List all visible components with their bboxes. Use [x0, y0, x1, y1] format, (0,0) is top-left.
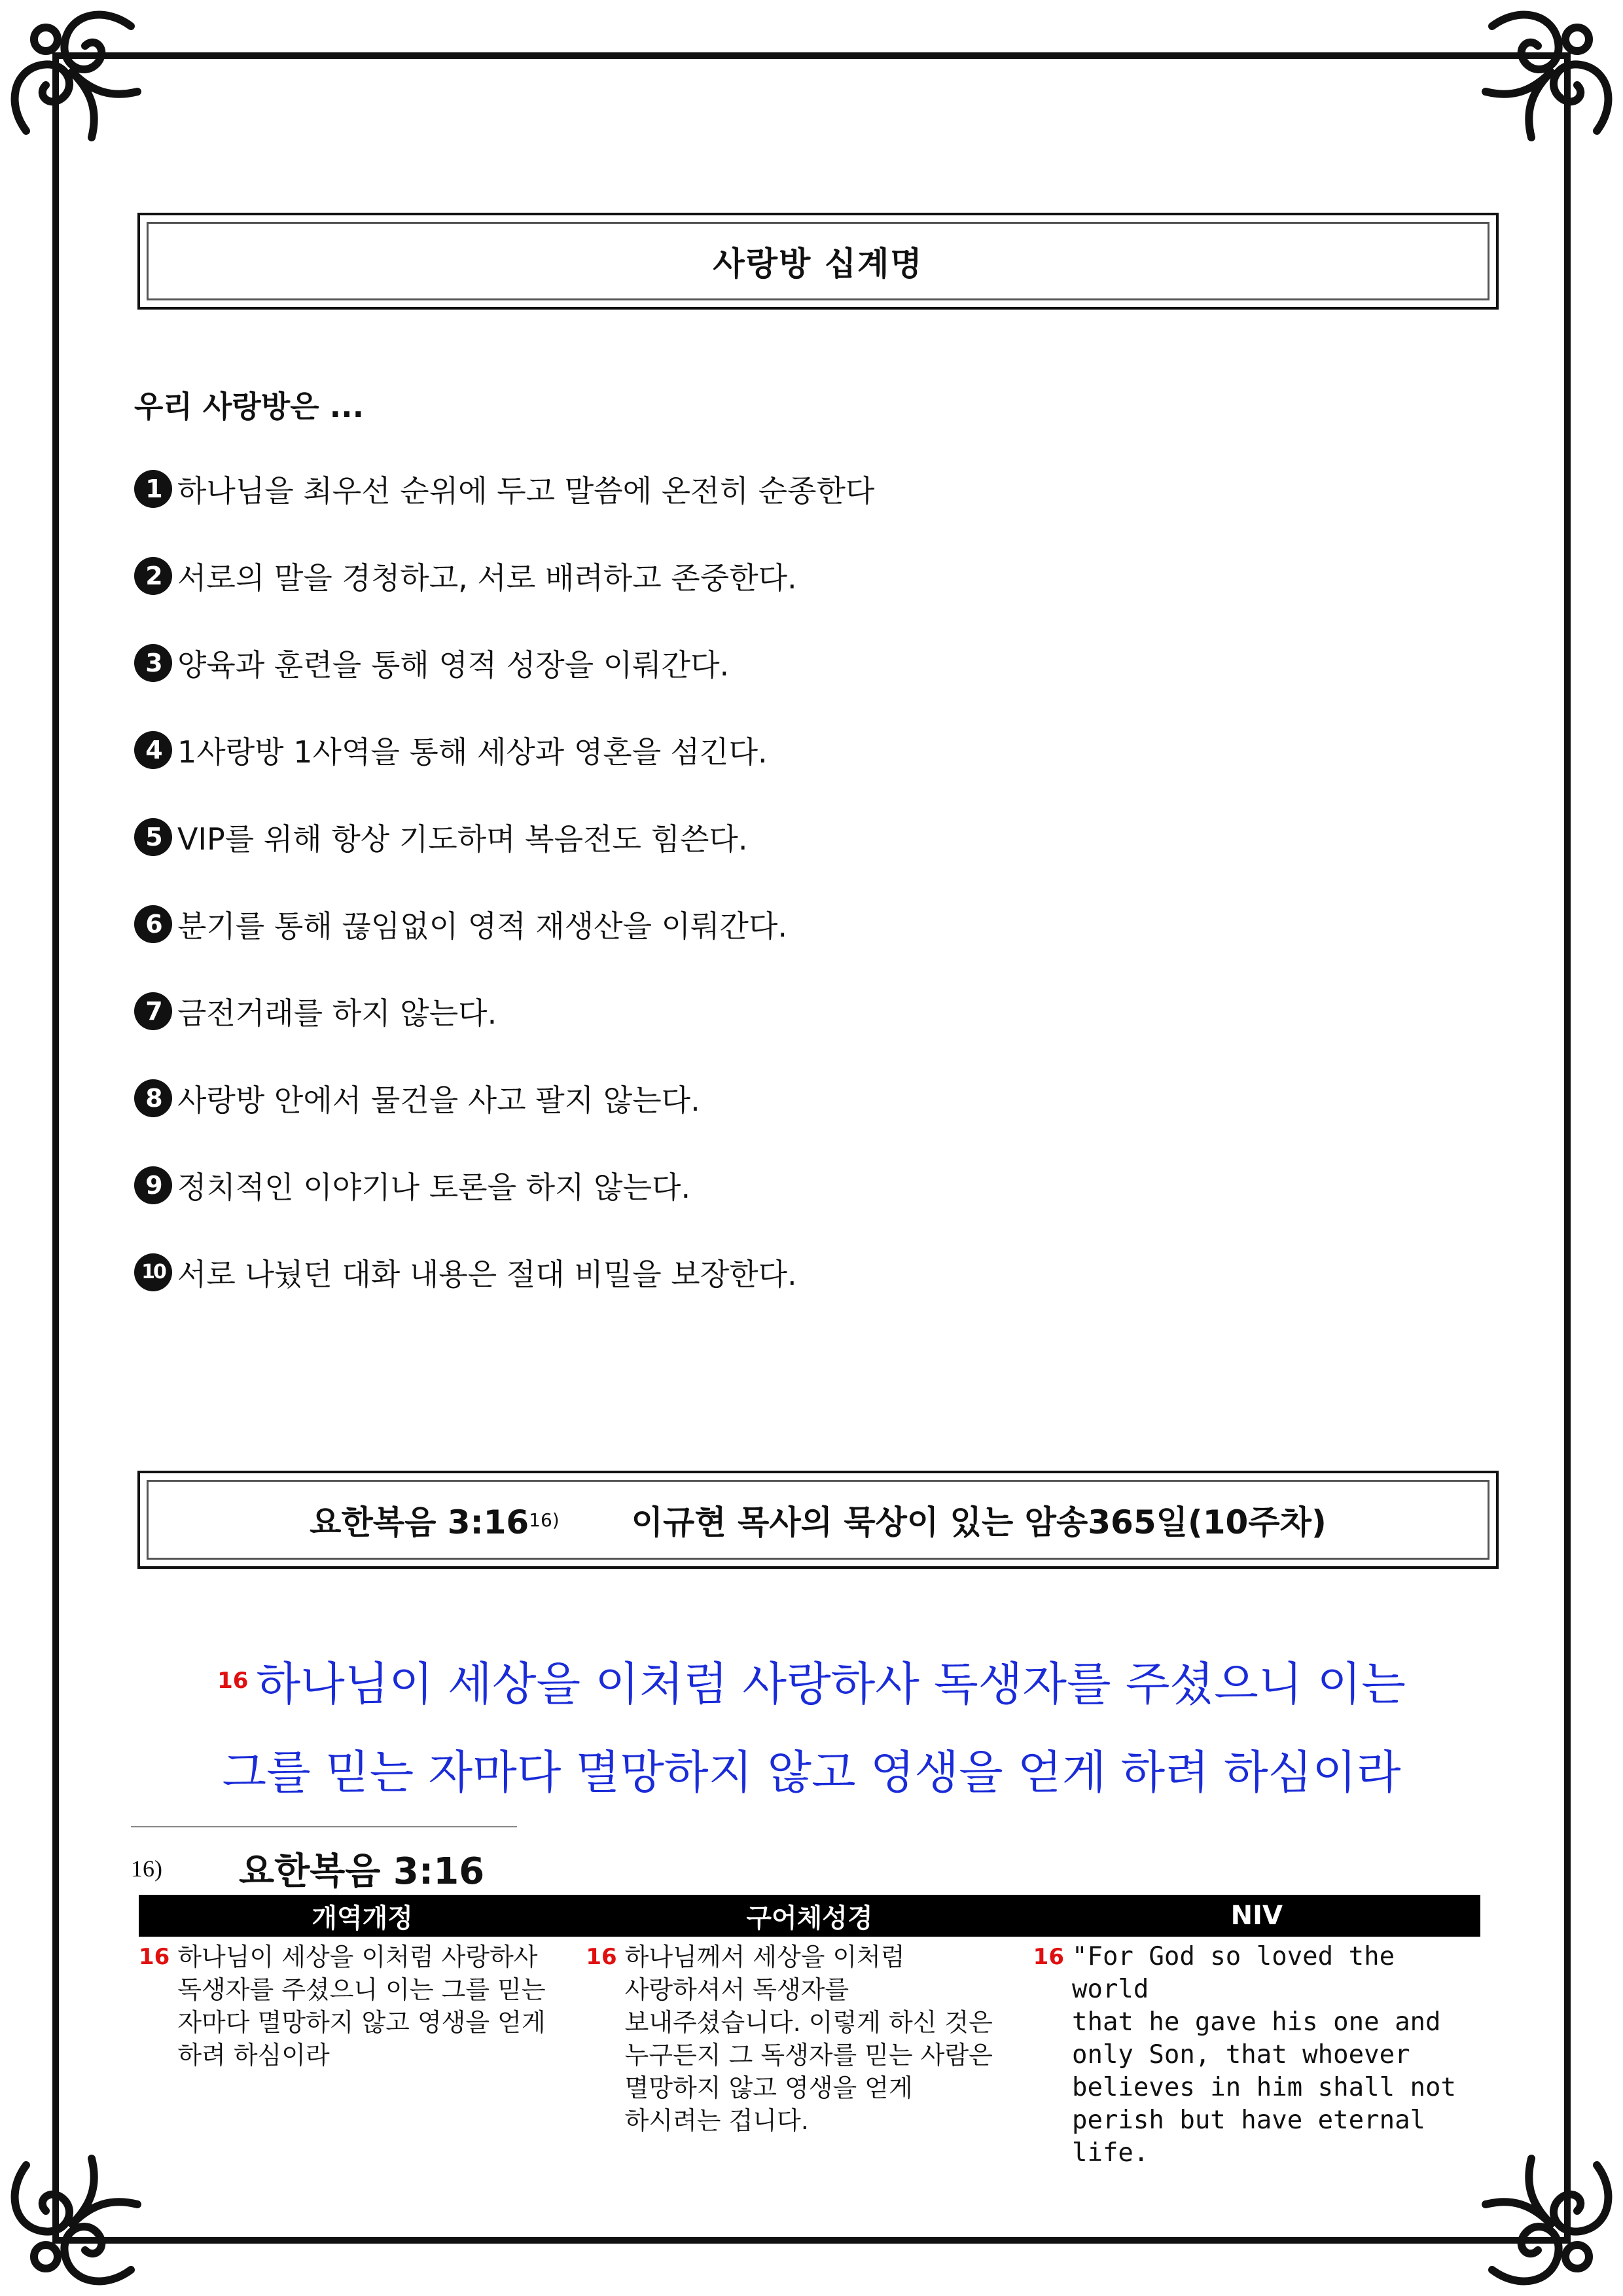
- footnote-header: [131, 1842, 484, 1895]
- page-title: 사랑방 십계명: [147, 222, 1489, 300]
- translation-text: 하나님께서 세상을 이처럼 사랑하셔서 독생자를 보내주셨습니다. 이렇게 하신 것은 누구든지 그 독생자를 믿는 사람은 멸망하지 않고 영생을 얻게 하시려는 겁니다.: [624, 1943, 993, 2135]
- rule-item: [134, 880, 1443, 967]
- verse-title: [147, 1480, 1489, 1560]
- footnote-divider: [131, 1826, 517, 1827]
- translation-text: 하나님이 세상을 이처럼 사랑하사 독생자를 주셨으니 이는 그를 믿는 자마다 멸망하지 않고 영생을 얻게 하려 하심이라: [177, 1943, 546, 2070]
- memory-verse-line: [170, 1725, 1453, 1813]
- rule-text: 분기를 통해 끊임없이 영적 재생산을 이뤄간다.: [177, 908, 788, 944]
- rule-number-badge: 3: [134, 644, 172, 682]
- verse-number: 16: [139, 1944, 170, 1970]
- rule-text: 서로의 말을 경청하고, 서로 배려하고 존중한다.: [177, 560, 797, 596]
- rule-item: [134, 1229, 1443, 1316]
- rule-text: 정치적인 이야기나 토론을 하지 않는다.: [177, 1169, 691, 1205]
- rule-item: [134, 1141, 1443, 1229]
- rule-item: [134, 445, 1443, 532]
- translation-row: [139, 1937, 1480, 2170]
- ornament-corner-top-left: [0, 0, 170, 170]
- rule-item: [134, 706, 1443, 793]
- rule-text: 하나님을 최우선 순위에 두고 말씀에 온전히 순종한다: [177, 473, 875, 509]
- verse-number: 16: [217, 1667, 249, 1694]
- verse-reference: 요한복음 3:16: [310, 1503, 529, 1541]
- rule-item: [134, 619, 1443, 706]
- footnote-marker: 16): [529, 1509, 560, 1531]
- translation-header: NIV: [1230, 1901, 1283, 1931]
- translation-table: [139, 1895, 1480, 2170]
- rule-text: VIP를 위해 항상 기도하며 복음전도 힘쓴다.: [177, 821, 748, 857]
- rule-number-badge: 7: [134, 992, 172, 1030]
- title-box: [137, 213, 1499, 310]
- rule-number-badge: 4: [134, 731, 172, 769]
- rule-item: [134, 793, 1443, 880]
- memory-verse-text: 그를 믿는 자마다 멸망하지 않고 영생을 얻게 하려 하심이라: [222, 1746, 1401, 1799]
- footnote-title: 요한복음 3:16: [239, 1850, 485, 1893]
- rule-text: 사랑방 안에서 물건을 사고 팔지 않는다.: [177, 1082, 700, 1118]
- rule-number-badge: 10: [134, 1253, 172, 1291]
- rule-item: [134, 532, 1443, 619]
- rule-text: 서로 나눴던 대화 내용은 절대 비밀을 보장한다.: [177, 1256, 797, 1292]
- memory-verse-text: 하나님이 세상을 이처럼 사랑하사 독생자를 주셨으니 이는: [256, 1657, 1406, 1711]
- rule-text: 양육과 훈련을 통해 영적 성장을 이뤄간다.: [177, 647, 730, 683]
- translation-header: 구어체성경: [746, 1903, 873, 1933]
- rule-number-badge: 6: [134, 905, 172, 943]
- rule-number-badge: 1: [134, 470, 172, 508]
- ornament-corner-top-right: [1453, 0, 1623, 170]
- verse-number: 16: [1033, 1944, 1064, 1970]
- rule-number-badge: 2: [134, 557, 172, 595]
- rule-text: 1사랑방 1사역을 통해 세상과 영혼을 섬긴다.: [177, 734, 768, 770]
- rule-number-badge: 8: [134, 1079, 172, 1117]
- rule-number-badge: 5: [134, 818, 172, 856]
- translation-cell: [1033, 1937, 1480, 2170]
- memory-verse-line: [170, 1636, 1453, 1725]
- rule-item: [134, 967, 1443, 1054]
- rule-text: 금전거래를 하지 않는다.: [177, 995, 497, 1031]
- rule-number-badge: 9: [134, 1166, 172, 1204]
- translation-text: "For God so loved the world that he gave his one and only Son, that whoever believes in him shall not perish but have eternal life.: [1071, 1942, 1456, 2168]
- intro-text: 우리 사랑방은 ...: [134, 389, 365, 424]
- translation-header: 개역개정: [312, 1903, 413, 1933]
- translation-header-row: [139, 1895, 1480, 1937]
- translation-cell: [139, 1937, 586, 2170]
- verse-number: 16: [586, 1944, 617, 1970]
- verse-subtitle: 이규현 목사의 묵상이 있는 암송365일(10주차): [631, 1503, 1327, 1541]
- footnote-mark: 16): [131, 1856, 162, 1882]
- rules-list: [134, 445, 1443, 1316]
- rule-item: [134, 1054, 1443, 1141]
- memory-verse: [170, 1636, 1453, 1813]
- verse-title-box: [137, 1471, 1499, 1569]
- translation-cell: [586, 1937, 1033, 2170]
